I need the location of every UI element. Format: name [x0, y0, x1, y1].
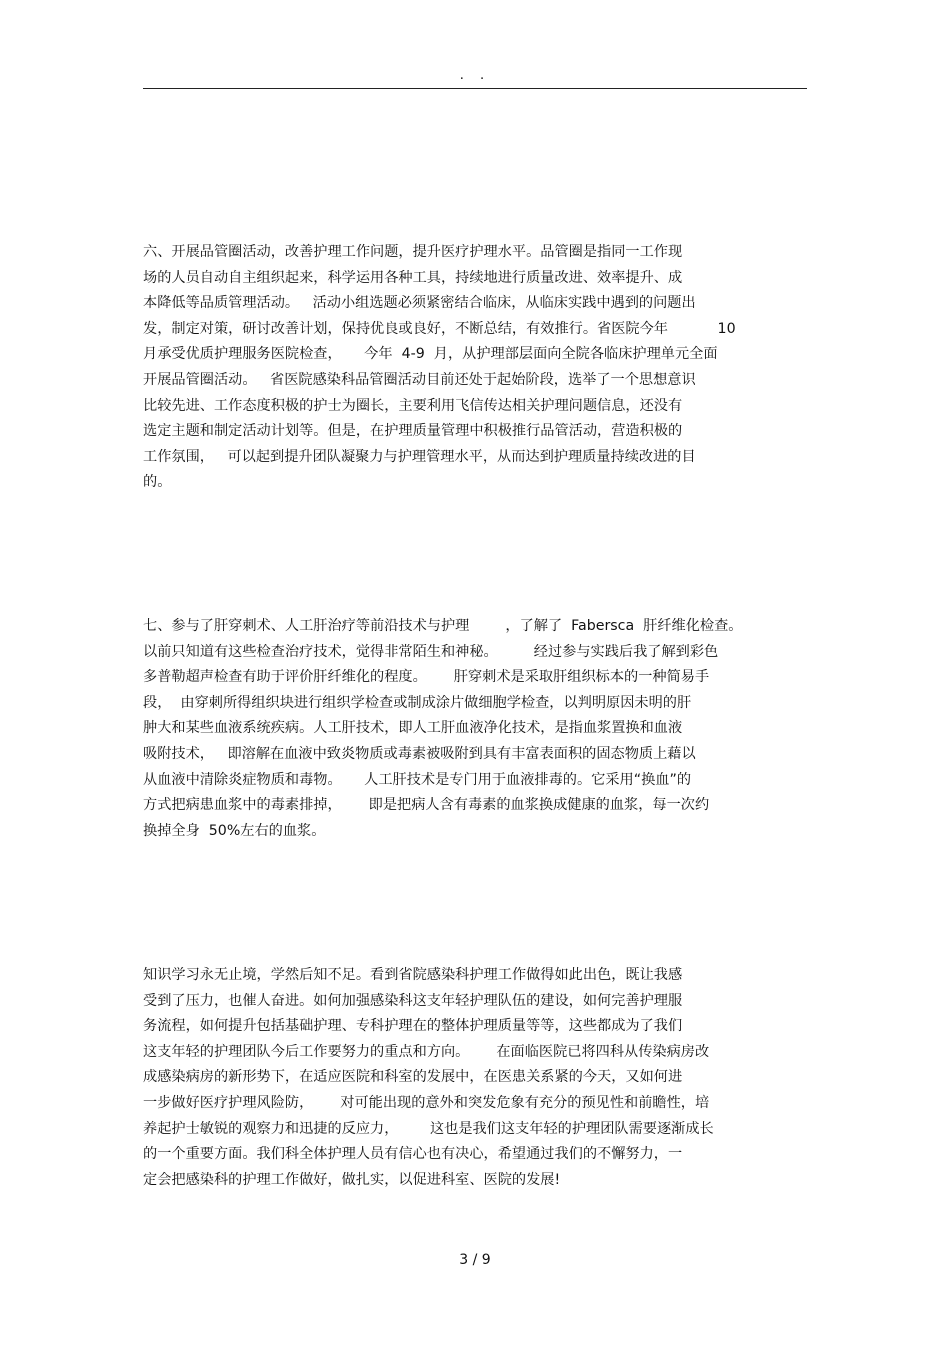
text-line: 受到了压力，也催人奋进。如何加强感染科这支年轻护理队伍的建设，如何完善护理服 [143, 992, 683, 1009]
text-line: 一步做好医疗护理风险防， 对可能出现的意外和突发危象有充分的预见性和前瞻性，培 [143, 1094, 710, 1111]
text-line: 这支年轻的护理团队今后工作要努力的重点和方向。 在面临医院已将四科从传染病房改 [143, 1043, 710, 1060]
text-line: 肿大和某些血液系统疾病。人工肝技术，即人工肝血液净化技术，是指血浆置换和血液 [143, 720, 683, 737]
text-line: 本降低等品质管理活动。 活动小组选题必须紧密结合临床，从临床实践中遇到的问题出 [143, 295, 696, 312]
text-line: 多普勒超声检查有助于评价肝纤维化的程度。 肝穿刺术是采取肝组织标本的一种简易手 [143, 669, 710, 686]
text-line: 比较先进、工作态度积极的护士为圈长，主要利用飞信传达相关护理问题信息，还没有 [143, 397, 683, 414]
text-line: 务流程，如何提升包括基础护理、专科护理在的整体护理质量等等，这些都成为了我们 [143, 1018, 683, 1035]
text-line: 的一个重要方面。我们科全体护理人员有信心也有决心，希望通过我们的不懈努力，一 [143, 1146, 683, 1163]
text-line: 从血液中清除炎症物质和毒物。 人工肝技术是专门用于血液排毒的。它采用“换血”的 [143, 771, 692, 788]
text-line: 吸附技术， 即溶解在血液中致炎物质或毒素被吸附到具有丰富表面积的固态物质上藉以 [143, 745, 696, 762]
text-line: 换掉全身 50%左右的血浆。 [143, 822, 326, 839]
text-line: 知识学习永无止境，学然后知不足。看到省院感染科护理工作做得如此出色，既让我感 [143, 967, 683, 983]
text-line: 养起护士敏锐的观察力和迅捷的反应力， 这也是我们这支年轻的护理团队需要逐渐成长 [143, 1120, 714, 1137]
page-number: 3 / 9 [459, 1252, 491, 1268]
text-line: 开展品管圈活动。 省医院感染科品管圈活动目前还处于起始阶段，选举了一个思想意识 [143, 371, 696, 388]
paragraph-quality-circle [143, 240, 807, 496]
text-line: 成感染病房的新形势下，在适应医院和科室的发展中，在医患关系紧的今天，又如何进 [143, 1069, 683, 1086]
text-line: 段， 由穿刺所得组织块进行组织学检查或制成涂片做细胞学检查，以判明原因未明的肝 [143, 694, 692, 711]
text-line: 六、开展品管圈活动，改善护理工作问题，提升医疗护理水平。品管圈是指同一工作现 [143, 244, 683, 260]
header-dots: . . [459, 68, 491, 83]
text-line: 七、参与了肝穿刺术、人工肝治疗等前沿技术与护理 ，了解了 Fabersca 肝纤维化检查。 [143, 618, 743, 634]
text-line: 工作氛围， 可以起到提升团队凝聚力与护理管理水平，从而达到护理质量持续改进的目 [143, 448, 696, 465]
text-line: 方式把病患血浆中的毒素排掉， 即是把病人含有毒素的血浆换成健康的血浆，每一次约 [143, 797, 710, 814]
text-line: 发，制定对策，研讨改善计划，保持优良或良好，不断总结，有效推行。省医院今年 10 [143, 320, 736, 337]
text-line: 月承受优质护理服务医院检查， 今年 4-9 月，从护理部层面向全院各临床护理单元全面 [143, 346, 718, 363]
text-line: 定会把感染科的护理工作做好，做扎实，以促进科室、医院的发展! [143, 1171, 561, 1188]
text-line: 场的人员自动自主组织起来，科学运用各种工具，持续地进行质量改进、效率提升、成 [143, 269, 683, 286]
paragraph-conclusion [143, 963, 807, 1193]
text-line: 以前只知道有这些检查治疗技术，觉得非常陌生和神秘。 经过参与实践后我了解到彩色 [143, 643, 719, 660]
text-line: 的。 [143, 474, 172, 491]
paragraph-liver-techniques [143, 614, 807, 844]
text-line: 选定主题和制定活动计划等。但是，在护理质量管理中积极推行品管活动，营造积极的 [143, 423, 683, 440]
header-rule [143, 88, 807, 89]
